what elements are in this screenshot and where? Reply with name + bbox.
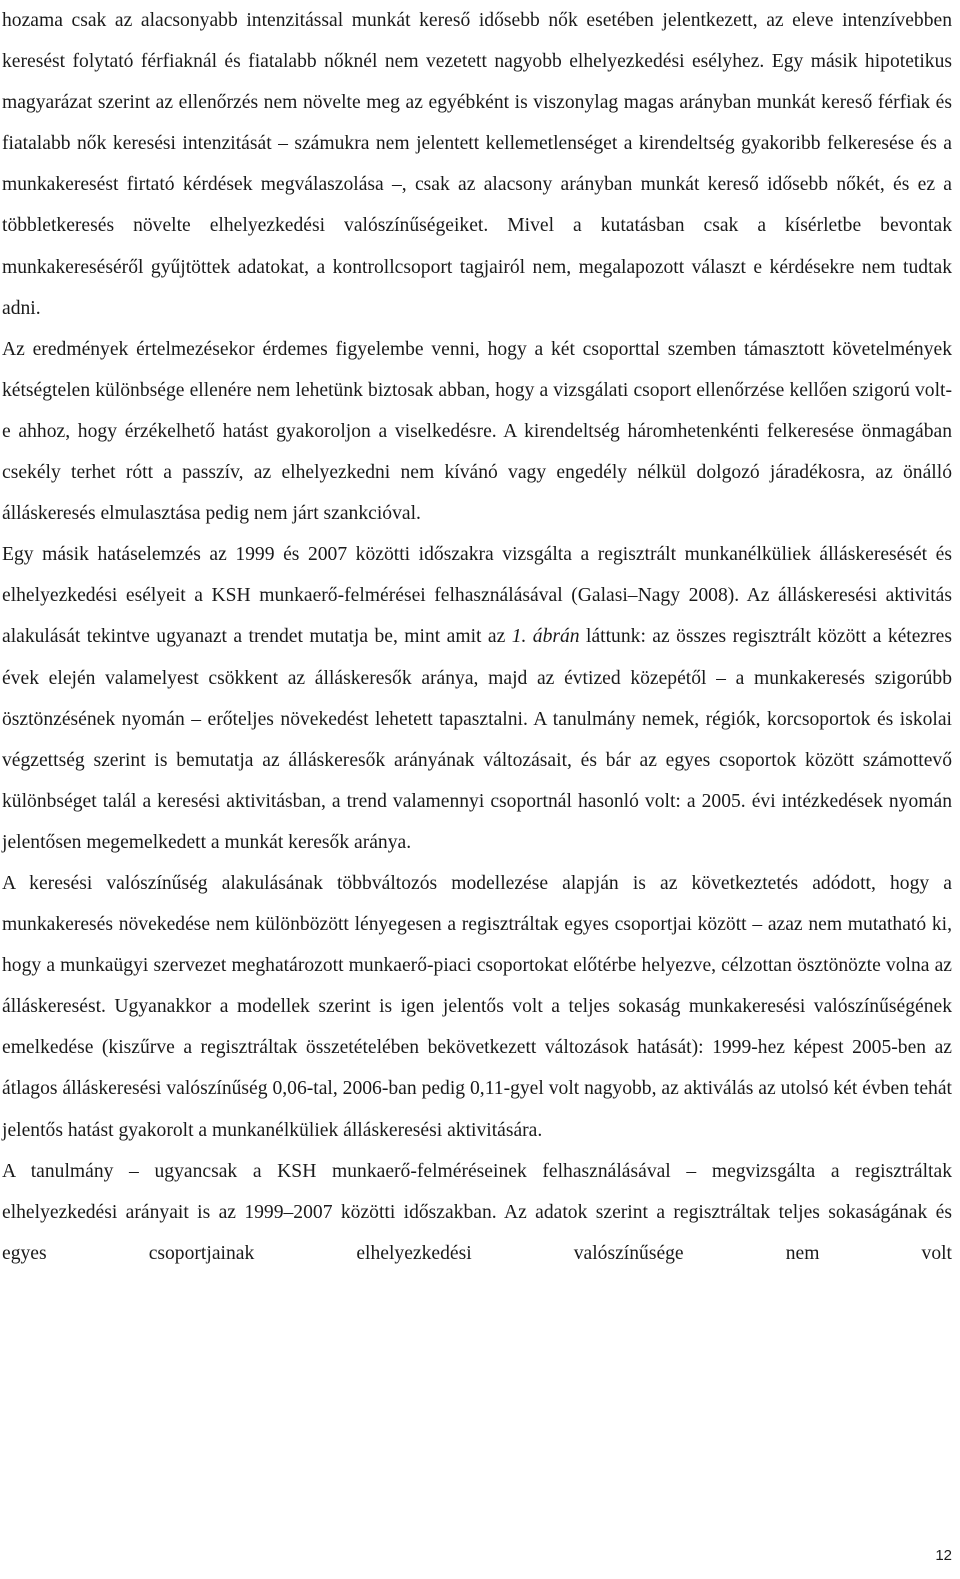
paragraph-3-text-before: Egy másik hatáselemzés az 1999 és 2007 közötti időszakra vizsgálta a regisztrált munkanélküliek álláskeresését és elhelyezkedési esélyeit a KSH munkaerő-felmérései felhasználásával (Galasi–Nagy 2008). Az álláskeresési aktivitás alakulását tekintve ugyanazt a trendet mutatja be, mint amit az (2, 544, 952, 648)
figure-reference: 1. ábrán (511, 626, 580, 648)
body-text (2, 0, 952, 1274)
paragraph-2: Az eredmények értelmezésekor érdemes figyelembe venni, hogy a két csoporttal szemben támasztott követelmények kétségtelen különbsége ellenére nem lehetünk biztosak abban, hogy a vizsgálati csoport ellenőrzése kellően szigorú volt-e ahhoz, hogy érzékelhető hatást gyakoroljon a viselkedésre. A kirendeltség háromhetenkénti felkeresése önmagában csekély terhet rótt a passzív, az elhelyezkedni nem kívánó vagy engedély nélkül dolgozó járadékosra, az önálló álláskeresés elmulasztása pedig nem járt szankcióval. (2, 338, 952, 525)
paragraph-5: A tanulmány – ugyancsak a KSH munkaerő-felméréseinek felhasználásával – megvizsgálta a regisztráltak elhelyezkedési arányait is az 1999–2007 közötti időszakban. Az adatok szerint a regisztráltak teljes sokaságának és egyes csoportjainak elhelyezkedési valószínűsége nem volt (2, 1160, 952, 1264)
paragraph-3 (2, 534, 952, 863)
page-number: 12 (935, 1547, 952, 1564)
paragraph-4: A keresési valószínűség alakulásának többváltozós modellezése alapján is az következtetés adódott, hogy a munkakeresés növekedése nem különbözött lényegesen a regisztráltak egyes csoportjai között – azaz nem mutatható ki, hogy a munkaügyi szervezet meghatározott munkaerő-piaci csoportokat előtérbe helyezve, célzottan ösztönözte volna az álláskeresést. Ugyanakkor a modellek szerint is igen jelentős volt a teljes sokaság munkakeresési valószínűségének emelkedése (kiszűrve a regisztráltak összetételében bekövetkezett változások hatását): 1999-hez képest 2005-ben az átlagos álláskeresési valószínűség 0,06-tal, 2006-ban pedig 0,11-gyel volt nagyobb, az aktiválás az utolsó két évben tehát jelentős hatást gyakorolt a munkanélküliek álláskeresési aktivitására. (2, 872, 952, 1141)
paragraph-1: hozama csak az alacsonyabb intenzitással munkát kereső idősebb nők esetében jelentkezett, az eleve intenzívebben keresést folytató férfiaknál és fiatalabb nőknél nem vezetett nagyobb elhelyezkedési esélyhez. Egy másik hipotetikus magyarázat szerint az ellenőrzés nem növelte meg az egyébként is viszonylag magas arányban munkát kereső férfiak és fiatalabb nők keresési intenzitását – számukra nem jelentett kellemetlenséget a kirendeltség gyakoribb felkeresése és a munkakeresést firtató kérdések megválaszolása –, csak az alacsony arányban munkát kereső idősebb nőkét, és ez a többletkeresés növelte elhelyezkedési valószínűségeiket. Mivel a kutatásban csak a kísérletbe bevontak munkakereséséről gyűjtöttek adatokat, a kontrollcsoport tagjairól nem, megalapozott választ e kérdésekre nem tudtak adni. (2, 10, 952, 319)
paragraph-3-text-after: láttunk: az összes regisztrált között a kétezres évek elején valamelyest csökkent az álláskeresők aránya, majd az évtized közepétől – a munkakeresés szigorúbb ösztönzésének nyomán – erőteljes növekedést lehetett tapasztalni. A tanulmány nemek, régiók, korcsoportok és iskolai végzettség szerint is bemutatja az álláskeresők arányának változásait, és bár az egyes csoportok között számottevő különbséget talál a keresési aktivitásban, a trend valamennyi csoportnál hasonló volt: a 2005. évi intézkedések nyomán jelentősen megemelkedett a munkát keresők aránya. (2, 626, 952, 853)
